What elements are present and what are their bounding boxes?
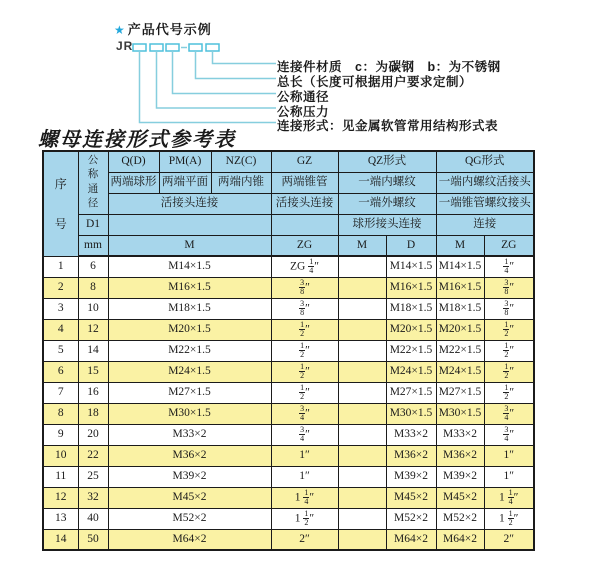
gz-cell: $\frac{1}{2}$ ″ [271,340,338,361]
qz-m-cell [338,466,386,487]
seq-cell: 8 [43,403,78,424]
dn-cell: 32 [78,487,108,508]
qz-d-cell: M16×1.5 [386,277,436,298]
qg-zg-cell: $\frac{1}{2}$ ″ [484,319,534,340]
qg-zg-cell: 1 $\frac{1}{4}$ ″ [484,487,534,508]
table-row [43,403,534,424]
qz-d-cell: M14×1.5 [386,256,436,277]
callout-line [173,51,277,94]
m-cell: M24×1.5 [108,361,271,382]
qg-zg-cell: 1″ [484,445,534,466]
qz-d-cell: M22×1.5 [386,340,436,361]
table-body [43,256,534,550]
dn-cell: 25 [78,466,108,487]
header-empty [108,214,271,235]
product-code-diagram [130,42,280,132]
header-qz-desc2: 一端外螺纹 [338,193,436,214]
m-cell: M27×1.5 [108,382,271,403]
header-qg-desc1: 一端内螺纹活接头 [436,172,534,193]
dn-cell: 15 [78,361,108,382]
table-row [43,319,534,340]
gz-cell: $\frac{3}{4}$ ″ [271,424,338,445]
qg-zg-cell: 1″ [484,466,534,487]
qz-d-cell: M30×1.5 [386,403,436,424]
qg-m-cell: M27×1.5 [436,382,484,403]
m-cell: M52×2 [108,508,271,529]
seq-cell: 13 [43,508,78,529]
qz-m-cell [338,298,386,319]
table-row [43,382,534,403]
header-dn: 公称通径 [78,151,108,214]
qg-m-cell: M52×2 [436,508,484,529]
header-seq: 序号 [43,151,78,256]
seq-cell: 1 [43,256,78,277]
header-pm: PM(A) [159,151,211,172]
header-qz-desc1: 一端内螺纹 [338,172,436,193]
m-cell: M30×1.5 [108,403,271,424]
header-mm: mm [78,235,108,256]
header-zg-main: ZG [271,235,338,256]
seq-cell: 12 [43,487,78,508]
qg-zg-cell: $\frac{3}{8}$ ″ [484,277,534,298]
qz-m-cell [338,424,386,445]
header-m-main: M [108,235,271,256]
callout-length: 总长（长度可根据用户要求定制） [277,75,473,89]
product-code-heading-text: 产品代号示例 [127,22,212,37]
seq-cell: 5 [43,340,78,361]
m-cell: M20×1.5 [108,319,271,340]
dn-cell: 14 [78,340,108,361]
callout-line [213,51,277,64]
header-d1: D1 [78,214,108,235]
qz-d-cell: M39×2 [386,466,436,487]
gz-cell: $\frac{1}{2}$ ″ [271,382,338,403]
qg-m-cell: M22×1.5 [436,340,484,361]
qg-zg-cell: $\frac{1}{4}$ ″ [484,256,534,277]
seq-cell: 2 [43,277,78,298]
table-row [43,340,534,361]
table-row [43,298,534,319]
header-qz-conn: 球形接头连接 [338,214,436,235]
header-nz-desc: 两端内锥 [211,172,271,193]
gz-cell: 2″ [271,529,338,550]
header-qg-zg: ZG [484,235,534,256]
qz-m-cell [338,340,386,361]
qz-m-cell [338,445,386,466]
qg-m-cell: M20×1.5 [436,319,484,340]
m-cell: M16×1.5 [108,277,271,298]
m-cell: M36×2 [108,445,271,466]
header-nz: NZ(C) [211,151,271,172]
code-box [133,44,146,51]
qz-d-cell: M36×2 [386,445,436,466]
star-icon: ★ [114,23,126,37]
qz-d-cell: M64×2 [386,529,436,550]
callout-line [157,51,277,108]
table-row [43,361,534,382]
seq-cell: 9 [43,424,78,445]
qz-d-cell: M52×2 [386,508,436,529]
qg-zg-cell: $\frac{1}{2}$ ″ [484,361,534,382]
seq-cell: 11 [43,466,78,487]
dn-cell: 10 [78,298,108,319]
table-row [43,508,534,529]
callout-line [196,51,277,79]
table-row [43,487,534,508]
qz-m-cell [338,529,386,550]
qz-d-cell: M45×2 [386,487,436,508]
qg-m-cell: M64×2 [436,529,484,550]
m-cell: M45×2 [108,487,271,508]
table-row [43,445,534,466]
qg-m-cell: M24×1.5 [436,361,484,382]
callout-pressure: 公称压力 [277,105,330,119]
qg-m-cell: M14×1.5 [436,256,484,277]
qz-d-cell: M33×2 [386,424,436,445]
product-code-prefix: JR [116,39,134,53]
dn-cell: 22 [78,445,108,466]
product-code-heading [114,19,212,38]
qz-m-cell [338,508,386,529]
code-box [150,44,163,51]
table-row [43,424,534,445]
header-qg-desc2: 一端锥管螺纹接头 [436,193,534,214]
dn-cell: 8 [78,277,108,298]
qg-m-cell: M36×2 [436,445,484,466]
qz-m-cell [338,277,386,298]
callout-material: 连接件材质 c：为碳钢 b：为不锈钢 [277,60,501,74]
table-header [43,151,534,256]
header-q-desc: 两端球形 [108,172,159,193]
qg-zg-cell: $\frac{3}{4}$ ″ [484,424,534,445]
seq-cell: 4 [43,319,78,340]
header-qz-d: D [386,235,436,256]
dn-cell: 40 [78,508,108,529]
header-qg-m: M [436,235,484,256]
dn-cell: 16 [78,382,108,403]
dn-cell: 6 [78,256,108,277]
gz-cell: $\frac{1}{2}$ ″ [271,361,338,382]
qg-m-cell: M45×2 [436,487,484,508]
callout-line [140,51,277,123]
callout-connection: 连接形式：见金属软管常用结构形式表 [277,119,499,133]
table-row [43,277,534,298]
reference-table [42,150,535,551]
qg-m-cell: M16×1.5 [436,277,484,298]
header-q: Q(D) [108,151,159,172]
qg-m-cell: M33×2 [436,424,484,445]
m-cell: M64×2 [108,529,271,550]
gz-cell: $\frac{3}{4}$ ″ [271,403,338,424]
qz-m-cell [338,361,386,382]
header-qz-m: M [338,235,386,256]
seq-cell: 3 [43,298,78,319]
m-cell: M39×2 [108,466,271,487]
seq-cell: 6 [43,361,78,382]
dn-cell: 20 [78,424,108,445]
code-box [206,44,219,51]
gz-cell: 1 $\frac{1}{2}$ ″ [271,508,338,529]
qg-m-cell: M39×2 [436,466,484,487]
qz-d-cell: M24×1.5 [386,361,436,382]
table-row [43,529,534,550]
gz-cell: 1″ [271,466,338,487]
qg-m-cell: M30×1.5 [436,403,484,424]
qg-zg-cell: $\frac{1}{2}$ ″ [484,382,534,403]
code-box [166,44,179,51]
qg-zg-cell: $\frac{3}{4}$ ″ [484,403,534,424]
seq-cell: 7 [43,382,78,403]
dn-cell: 12 [78,319,108,340]
qg-zg-cell: $\frac{1}{2}$ ″ [484,340,534,361]
callout-diameter: 公称通径 [277,90,330,104]
seq-cell: 14 [43,529,78,550]
header-empty [271,214,338,235]
header-gz-desc: 两端锥管 [271,172,338,193]
qg-zg-cell: $\frac{3}{8}$ ″ [484,298,534,319]
dn-cell: 50 [78,529,108,550]
header-qg-conn: 连接 [436,214,534,235]
qg-zg-cell: 1 $\frac{1}{2}$ ″ [484,508,534,529]
m-cell: M14×1.5 [108,256,271,277]
table-row [43,466,534,487]
gz-cell: 1″ [271,445,338,466]
code-box [189,44,202,51]
qz-d-cell: M18×1.5 [386,298,436,319]
qz-m-cell [338,382,386,403]
qz-m-cell [338,487,386,508]
header-gz-conn: 活接头连接 [271,193,338,214]
m-cell: M18×1.5 [108,298,271,319]
m-cell: M33×2 [108,424,271,445]
gz-cell: $\frac{3}{8}$ ″ [271,298,338,319]
gz-cell: $\frac{1}{2}$ ″ [271,319,338,340]
header-union-conn: 活接头连接 [108,193,271,214]
qz-m-cell [338,319,386,340]
page-title: 螺母连接形式参考表 [38,129,236,151]
seq-cell: 10 [43,445,78,466]
gz-cell: ZG $\frac{1}{4}$ ″ [271,256,338,277]
qg-zg-cell: 2″ [484,529,534,550]
qz-m-cell [338,256,386,277]
m-cell: M22×1.5 [108,340,271,361]
qz-d-cell: M20×1.5 [386,319,436,340]
qg-m-cell: M18×1.5 [436,298,484,319]
header-gz: GZ [271,151,338,172]
header-qz: QZ形式 [338,151,436,172]
qz-m-cell [338,403,386,424]
gz-cell: 1 $\frac{1}{4}$ ″ [271,487,338,508]
table-row [43,256,534,277]
qz-d-cell: M27×1.5 [386,382,436,403]
header-qg: QG形式 [436,151,534,172]
header-pm-desc: 两端平面 [159,172,211,193]
dn-cell: 18 [78,403,108,424]
gz-cell: $\frac{3}{8}$ ″ [271,277,338,298]
